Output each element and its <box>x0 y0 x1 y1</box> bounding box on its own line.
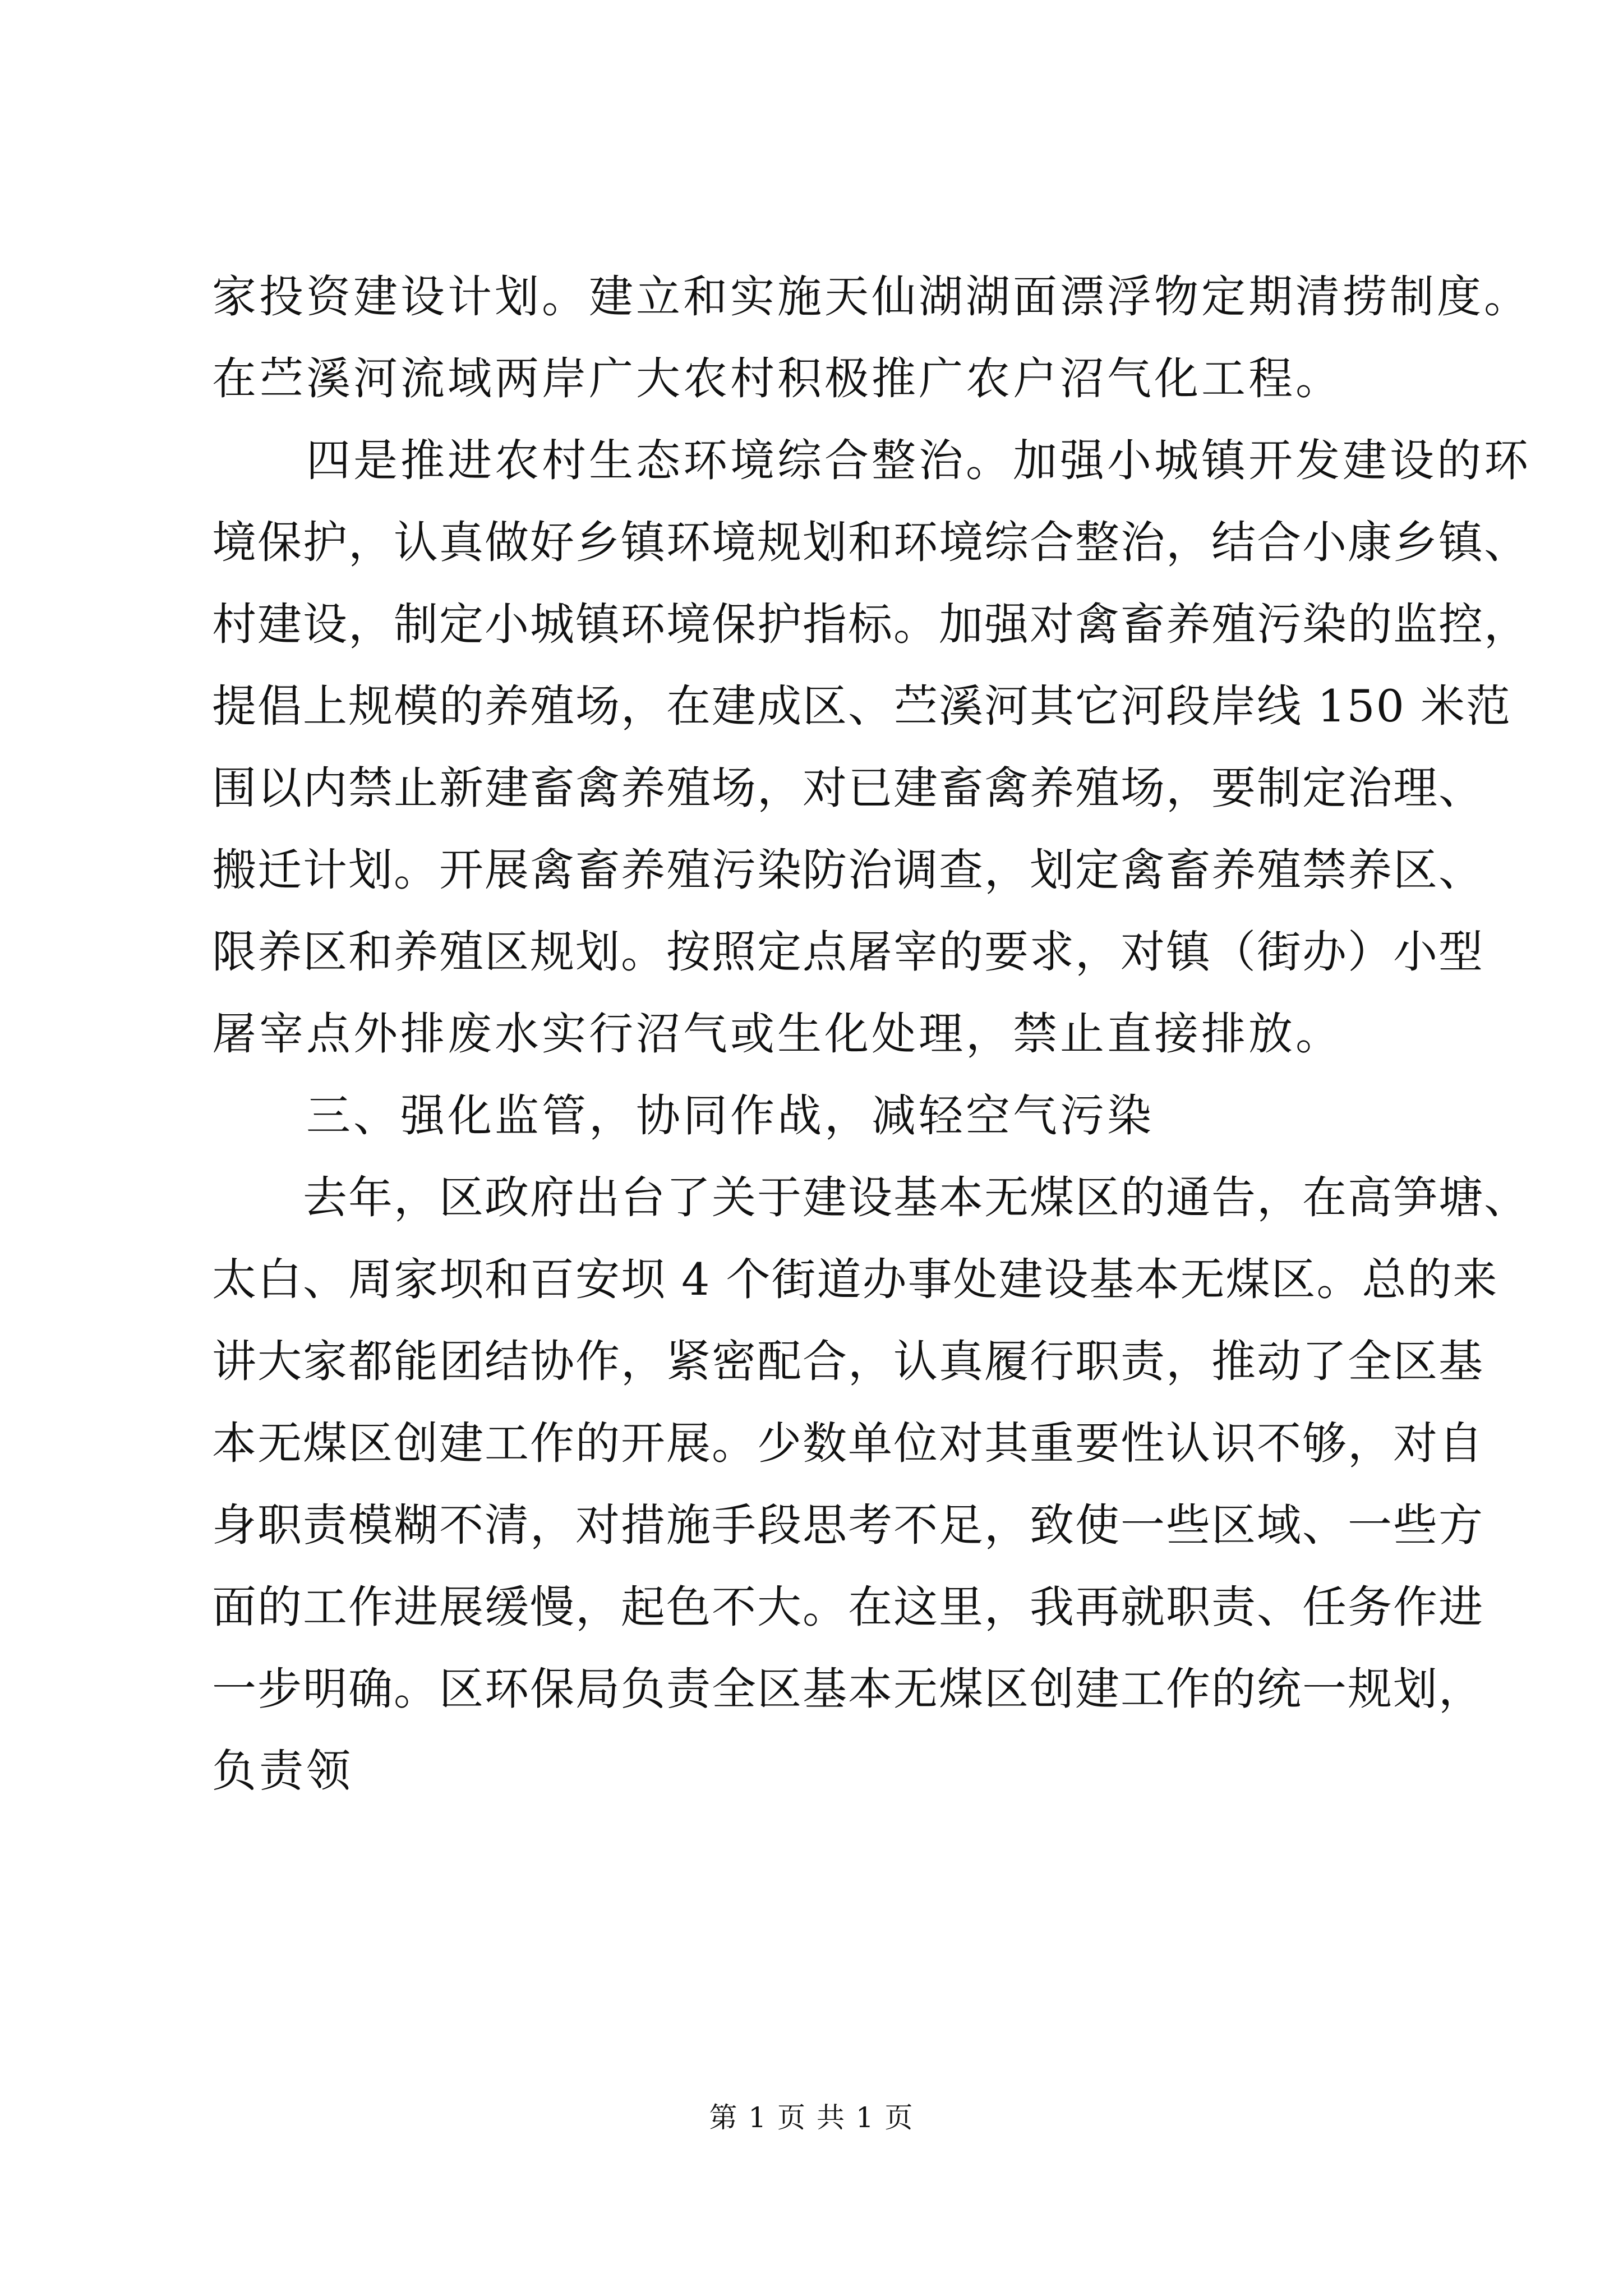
text-line: 讲大家都能团结协作，紧密配合，认真履行职责，推动了全区基 <box>212 1336 1484 1387</box>
text-line: 身职责模糊不清，对措施手段思考不足，致使一些区域、一些方 <box>212 1499 1484 1551</box>
text-line: 围以内禁止新建畜禽养殖场，对已建畜禽养殖场，要制定治理、 <box>212 762 1484 814</box>
text-line: 本无煤区创建工作的开展。少数单位对其重要性认识不够，对自 <box>212 1418 1484 1469</box>
text-line: 村建设，制定小城镇环境保护指标。加强对禽畜养殖污染的监控， <box>212 599 1529 650</box>
page-footer: 第 1 页 共 1 页 <box>709 2101 914 2134</box>
text-line: 四是推进农村生态环境综合整治。加强小城镇开发建设的环 <box>212 435 1531 486</box>
text-line: 面的工作进展缓慢，起色不大。在这里，我再就职责、任务作进 <box>212 1581 1484 1633</box>
text-line: 境保护，认真做好乡镇环境规划和环境综合整治，结合小康乡镇、 <box>212 517 1529 568</box>
section-heading: 三、强化监管，协同作战，减轻空气污染 <box>212 1090 1154 1142</box>
text-line: 家投资建设计划。建立和实施天仙湖湖面漂浮物定期清捞制度。 <box>212 271 1531 323</box>
text-line: 限养区和养殖区规划。按照定点屠宰的要求，对镇（街办）小型 <box>212 926 1484 978</box>
text-line: 一步明确。区环保局负责全区基本无煤区创建工作的统一规划， <box>212 1663 1484 1715</box>
text-line: 屠宰点外排废水实行沼气或生化处理，禁止直接排放。 <box>212 1008 1343 1060</box>
text-line: 提倡上规模的养殖场，在建成区、苎溪河其它河段岸线 150 米范 <box>212 680 1512 732</box>
text-line: 负责领 <box>212 1745 353 1797</box>
text-line: 太白、周家坝和百安坝 4 个街道办事处建设基本无煤区。总的来 <box>212 1254 1498 1305</box>
text-line: 搬迁计划。开展禽畜养殖污染防治调查，划定禽畜养殖禁养区、 <box>212 844 1484 896</box>
text-line: 去年，区政府出台了关于建设基本无煤区的通告，在高笋塘、 <box>212 1172 1529 1223</box>
document-body <box>212 256 1531 1812</box>
text-line: 在苎溪河流域两岸广大农村积极推广农户沼气化工程。 <box>212 353 1343 404</box>
